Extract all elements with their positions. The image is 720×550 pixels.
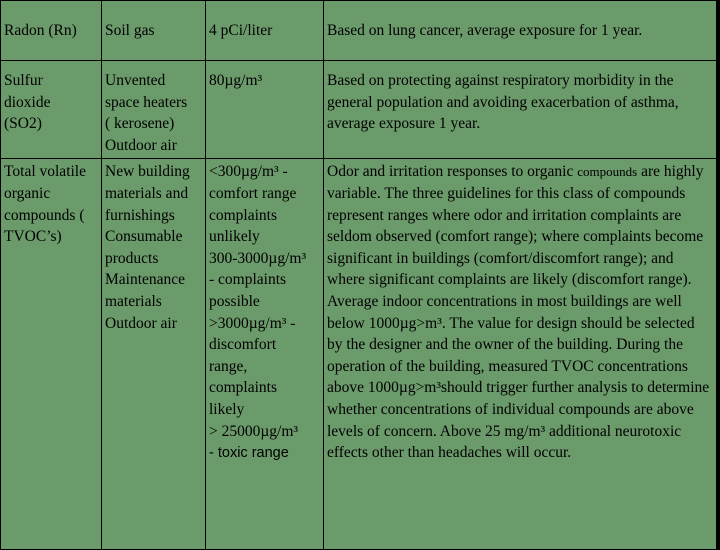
pollutant-cell: Sulfur dioxide (SO2) <box>1 61 102 159</box>
concentration-cell: 80µg/m³ <box>206 61 324 159</box>
basis-cell: Based on lung cancer, average exposure for 1 year. <box>324 1 717 61</box>
source-cell: Unvented space heaters ( kerosene) Outdoor air <box>102 61 206 159</box>
source-cell: Soil gas <box>102 1 206 61</box>
basis-cell <box>324 159 717 550</box>
table-row <box>1 1 717 61</box>
basis-text-lead: Odor and irritation responses to organic <box>327 163 578 181</box>
basis-text-compounds: compounds <box>577 164 638 180</box>
toxic-range-label: - toxic range <box>209 445 289 462</box>
table-row <box>1 61 717 159</box>
concentration-cell <box>206 159 324 550</box>
basis-text-rest: are highly variable. The three guidelines for this class of compounds represent ranges where odor and irritation complaints are seldom observed (comfort range); where complaints become significant in buildings (comfort/discomfort range); and where significant complaints are likely (discomfort range). Average indoor concentrations in most buildings are well below 1000µg>m³. The value for design should be selected by the designer and the owner of the building. During the operation of the building, measured TVOC concentrations above 1000µg>m³should trigger further analysis to determine whether concentrations of individual compounds are above levels of concern. Above 25 mg/m³ additional neurotoxic effects other than headaches will occur. <box>327 163 710 462</box>
pollutant-cell: Radon (Rn) <box>1 1 102 61</box>
source-cell: New building materials and furnishings Consumable products Maintenance materials Outdoor air <box>102 159 206 550</box>
basis-cell: Based on protecting against respiratory morbidity in the general population and avoiding exacerbation of asthma, average exposure 1 year. <box>324 61 717 159</box>
pollutant-cell: Total volatile organic compounds ( TVOC’s) <box>1 159 102 550</box>
concentration-cell: 4 pCi/liter <box>206 1 324 61</box>
table-row <box>1 159 717 550</box>
concentration-ranges: <300µg/m³ - comfort range complaints unlikely 300-3000µg/m³ - complaints possible >3000µg/m³ - discomfort range, complaints likely > 25000µg/m³ <box>209 163 307 440</box>
